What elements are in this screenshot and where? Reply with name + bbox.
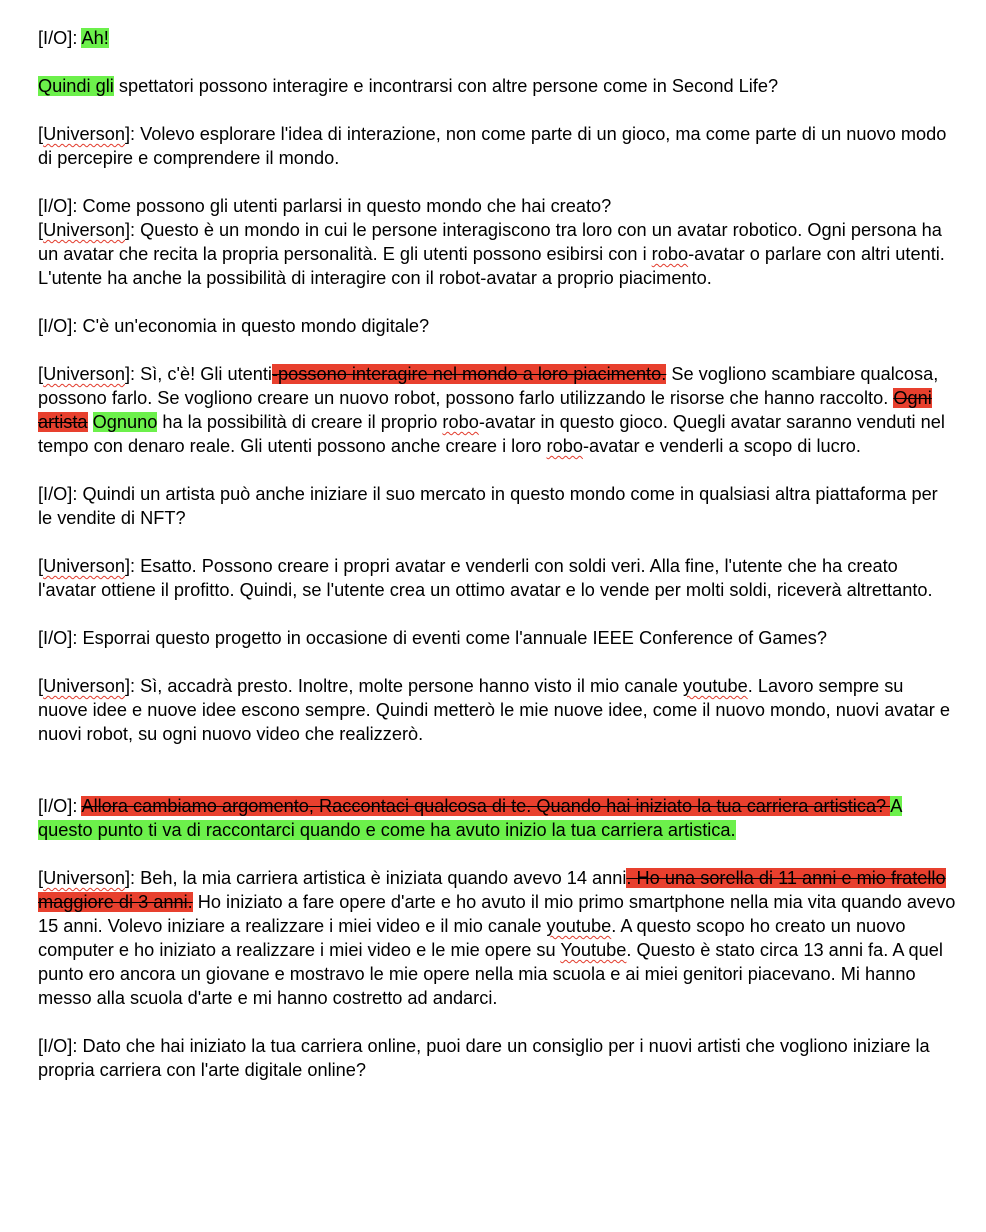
paragraph-14	[38, 1034, 956, 1082]
misspelled-word[interactable]: robo	[651, 244, 689, 264]
paragraph-text: : Esatto. Possono creare i propri avatar e venderli con soldi veri. Alla fine, l'utente che ha creato l'avatar ottiene il profitto. Quindi, se l'utente crea un ottimo avatar e lo vende per molti soldi, riceverà altrettanto.	[38, 556, 933, 600]
paragraph-4	[38, 194, 956, 218]
deleted-text: Ogni artista	[38, 388, 932, 432]
misspelled-word[interactable]: robo	[546, 436, 583, 456]
paragraph-text: ha la possibilità di creare il proprio	[157, 412, 443, 432]
inserted-text: Ah!	[81, 28, 109, 48]
paragraph-text: : Beh, la mia carriera artistica è iniziata quando avevo 14 anni	[130, 868, 627, 888]
misspelled-word[interactable]: youtube	[683, 676, 748, 696]
paragraph-5: [Universon]: Questo è un mondo in cui le persone interagiscono tra loro con un avatar robotico. Ogni persona ha un avatar che recita la propria personalità. E gli utenti possono esibirsi con i robo-avatar o parlare con altri utenti. L'utente ha anche la possibilità di interagire con il robot-avatar a proprio piacimento.	[38, 220, 945, 288]
paragraph-6	[38, 314, 956, 338]
paragraph-text: [I/O]: Come possono gli utenti parlarsi in questo mondo che hai creato?	[38, 196, 612, 216]
inserted-text: A questo punto ti va di raccontarci quando e come ha avuto inizio la tua carriera artistica.	[38, 796, 903, 840]
paragraph-text: [I/O]: C'è un'economia in questo mondo digitale?	[38, 316, 430, 336]
separator: :	[72, 28, 82, 48]
paragraph-text: . A questo scopo ho creato un nuovo computer e ho iniziato a realizzare i miei video e le mie opere su	[38, 916, 906, 960]
paragraph-text: : Questo è un mondo in cui le persone interagiscono tra loro con un avatar robotico. Ogni persona ha un avatar che recita la propria personalità. E gli utenti possono esibirsi con i	[38, 220, 942, 264]
paragraph-8	[38, 482, 956, 530]
paragraph-2	[38, 74, 956, 98]
separator: :	[72, 796, 82, 816]
paragraph-text: [I/O]: Dato che hai iniziato la tua carriera online, puoi dare un consiglio per i nuovi artisti che vogliono iniziare la propria carriera con l'arte digitale online?	[38, 1036, 930, 1080]
inserted-text: Ognuno	[92, 412, 158, 432]
paragraph-text: Se vogliono scambiare qualcosa, possono farlo. Se vogliono creare un nuovo robot, possono farlo utilizzando le risorse che hanno raccolto.	[38, 364, 939, 408]
deleted-text: -possono interagire nel mondo a loro piacimento.	[271, 364, 667, 384]
misspelled-word[interactable]: robo	[442, 412, 479, 432]
paragraph-text: . Lavoro sempre su nuove idee e nuove idee escono sempre. Quindi metterò le mie nuove idee, come il nuovo mondo, nuovi avatar e nuovi robot, su ogni nuovo video che realizzerò.	[38, 676, 950, 744]
document-body[interactable]	[38, 26, 956, 1106]
speaker-io: [I/O]	[38, 796, 73, 816]
paragraph-text: : Sì, c'è! Gli utenti	[130, 364, 272, 384]
paragraph-3: [Universon]: Volevo esplorare l'idea di interazione, non come parte di un gioco, ma come parte di un nuovo modo di percepire e comprendere il mondo.	[38, 124, 947, 168]
misspelled-word[interactable]: Universon	[43, 556, 125, 576]
paragraph-13: [Universon]: Beh, la mia carriera artistica è iniziata quando avevo 14 anni. Ho una sorella di 11 anni e mio fratello maggiore di 3 anni. Ho iniziato a fare opere d'arte e ho avuto il mio primo smartphone nella mia vita quando avevo 15 anni. Volevo iniziare a realizzare i miei video e il mio canale youtube. A questo scopo ho creato un nuovo computer e ho iniziato a realizzare i miei video e le mie opere su Youtube. Questo è stato circa 13 anni fa. A quel punto ero ancora un giovane e mostravo le mie opere nella mia scuola e ai miei genitori piacevano. Mi hanno messo alla scuola d'arte e mi hanno costretto ad andarci.	[38, 868, 956, 1008]
paragraph-text: : Sì, accadrà presto. Inoltre, molte persone hanno visto il mio canale	[130, 676, 684, 696]
misspelled-word[interactable]: youtube	[546, 916, 612, 936]
misspelled-word[interactable]: Universon	[43, 364, 125, 384]
paragraph-7: [Universon]: Sì, c'è! Gli utenti-possono interagire nel mondo a loro piacimento. Se vogliono scambiare qualcosa, possono farlo. Se vogliono creare un nuovo robot, possono farlo utilizzando le risorse che hanno raccolto. Ogni artista Ognuno ha la possibilità di creare il proprio robo-avatar in questo gioco. Quegli avatar saranno venduti nel tempo con denaro reale. Gli utenti possono anche creare i loro robo-avatar e venderli a scopo di lucro.	[38, 364, 945, 456]
paragraph-11: [Universon]: Sì, accadrà presto. Inoltre, molte persone hanno visto il mio canale youtube. Lavoro sempre su nuove idee e nuove idee escono sempre. Quindi metterò le mie nuove idee, come il nuovo mondo, nuovi avatar e nuovi robot, su ogni nuovo video che realizzerò.	[38, 676, 950, 744]
paragraph-12	[38, 794, 956, 842]
inserted-text: Quindi gli	[38, 76, 114, 96]
paragraph-1	[38, 26, 956, 50]
deleted-text: Allora cambiamo argomento, Raccontaci qualcosa di te. Quando hai iniziato la tua carriera artistica?	[81, 796, 891, 816]
misspelled-word[interactable]: Universon	[43, 220, 125, 240]
speaker-io: [I/O]	[38, 28, 73, 48]
misspelled-word[interactable]: Youtube	[560, 940, 627, 960]
paragraph-text: -avatar o parlare con altri utenti. L'utente ha anche la possibilità di interagire con il robot-avatar a proprio piacimento.	[38, 244, 945, 288]
misspelled-word[interactable]: Universon	[43, 676, 125, 696]
paragraph-text: : Volevo esplorare l'idea di interazione, non come parte di un gioco, ma come parte di un nuovo modo di percepire e comprendere il mondo.	[38, 124, 947, 168]
misspelled-word[interactable]: Universon	[43, 124, 125, 144]
misspelled-word[interactable]: Universon	[43, 868, 125, 888]
paragraph-text: spettatori possono interagire e incontrarsi con altre persone come in Second Life?	[113, 76, 779, 96]
paragraph-text: . Questo è stato circa 13 anni fa. A quel punto ero ancora un giovane e mostravo le mie opere nella mia scuola e ai miei genitori piacevano. Mi hanno messo alla scuola d'arte e mi hanno costretto ad andarci.	[38, 940, 943, 1008]
paragraph-10	[38, 626, 956, 650]
paragraph-text: [I/O]: Esporrai questo progetto in occasione di eventi come l'annuale IEEE Conference of Games?	[38, 628, 828, 648]
deleted-text: . Ho una sorella di 11 anni e mio fratello maggiore di 3 anni.	[38, 868, 946, 912]
paragraph-text: -avatar in questo gioco. Quegli avatar saranno venduti nel tempo con denaro reale. Gli utenti possono anche creare i loro	[38, 412, 945, 456]
paragraph-text: -avatar e venderli a scopo di lucro.	[582, 436, 861, 456]
paragraph-text: [I/O]: Quindi un artista può anche iniziare il suo mercato in questo mondo come in qualsiasi altra piattaforma per le vendite di NFT?	[38, 484, 938, 528]
paragraph-text: Ho iniziato a fare opere d'arte e ho avuto il mio primo smartphone nella mia vita quando avevo 15 anni. Volevo iniziare a realizzare i miei video e il mio canale	[38, 892, 956, 936]
paragraph-9: [Universon]: Esatto. Possono creare i propri avatar e venderli con soldi veri. Alla fine, l'utente che ha creato l'avatar ottiene il profitto. Quindi, se l'utente crea un ottimo avatar e lo vende per molti soldi, riceverà altrettanto.	[38, 556, 933, 600]
